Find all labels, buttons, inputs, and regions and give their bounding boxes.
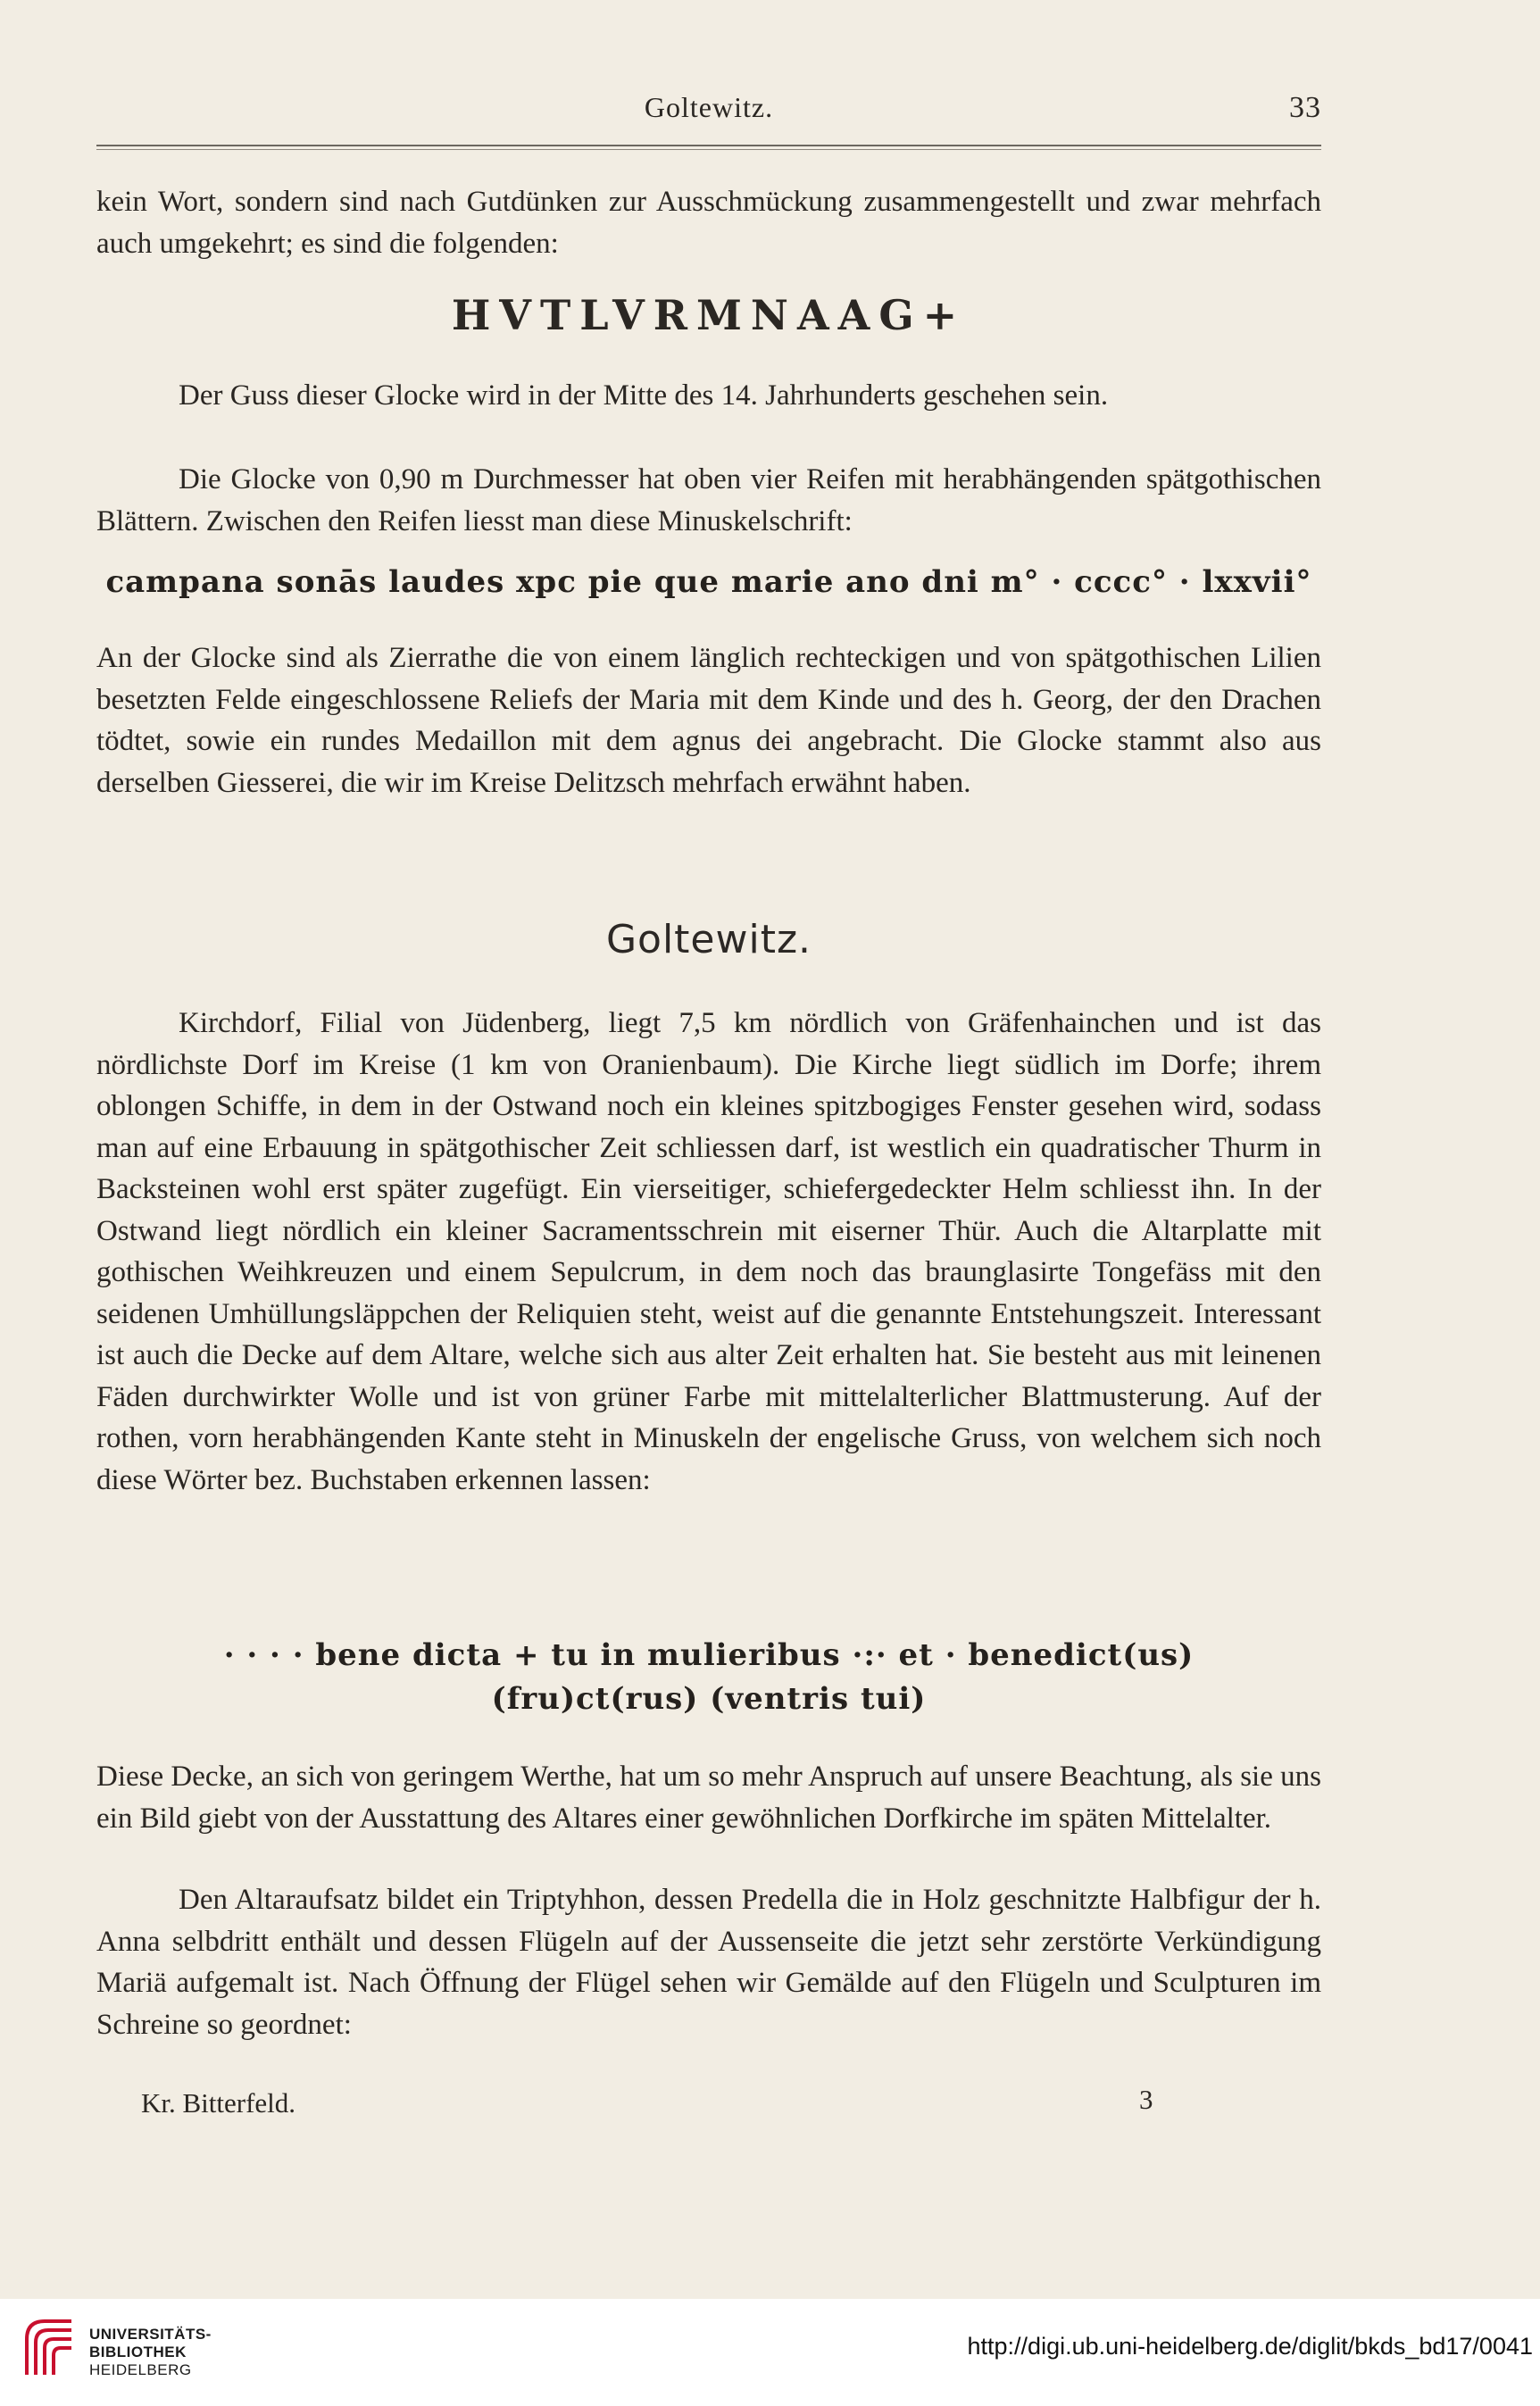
paragraph-top-2 bbox=[96, 375, 1321, 417]
permalink-url[interactable]: http://digi.ub.uni-heidelberg.de/diglit/bkds_bd17/0041 bbox=[967, 2333, 1533, 2360]
paragraph-text: Die Glocke von 0,90 m Durchmesser hat oben vier Reifen mit herabhängenden spätgothischen Blättern. Zwischen den Reifen liesst man diese Minuskelschrift: bbox=[96, 463, 1321, 537]
section-paragraph-2 bbox=[96, 1756, 1321, 1839]
header-rule bbox=[96, 145, 1321, 146]
page-number: 33 bbox=[1289, 91, 1321, 124]
sheet-number: 3 bbox=[1139, 2084, 1153, 2115]
paragraph-text: An der Glocke sind als Zierrathe die von einem länglich rechteckigen und von spätgothischen Lilien besetzten Felde eingeschlossene Reliefs der Maria mit dem Kinde und des h. Georg, der den Drachen tödtet, sowie ein rundes Medaillon mit dem agnus dei angebracht. Die Glocke stammt also aus derselben Giesserei, die wir im Kreise Delitzsch mehrfach erwähnt haben. bbox=[96, 642, 1321, 799]
paragraph-text: Der Guss dieser Glocke wird in der Mitte des 14. Jahrhunderts geschehen sein. bbox=[179, 379, 1109, 412]
library-name bbox=[89, 2326, 212, 2379]
paragraph-text: kein Wort, sondern sind nach Gutdünken zur Ausschmückung zusammengestellt und zwar mehrfach auch umgekehrt; es sind die folgenden: bbox=[96, 186, 1321, 260]
paragraph-top-4 bbox=[96, 637, 1321, 803]
paragraph-top-1 bbox=[96, 181, 1321, 264]
paragraph-text: Diese Decke, an sich von geringem Werthe, hat um so mehr Anspruch auf unsere Beachtung, als sie uns ein Bild giebt von der Ausstattung des Altares einer gewöhnlichen Dorfkirche im späten Mittelalter. bbox=[96, 1761, 1321, 1835]
section-heading: Goltewitz. bbox=[605, 917, 812, 962]
printer-signature: Kr. Bitterfeld. bbox=[141, 2087, 296, 2119]
university-library-logo-icon bbox=[18, 2312, 82, 2382]
bell-minuscule-inscription: campana sonās laudes xpc pie que marie ano dni m° · cccc° · lxxvii° bbox=[105, 564, 1312, 600]
bell-capital-inscription: HVTLVRMNAAG+ bbox=[451, 291, 967, 339]
paragraph-text: Den Altaraufsatz bildet ein Triptyhhon, dessen Predella die in Holz geschnitzte Halbfigur der h. Anna selbdritt enthält und dessen Flügeln auf der Aussenseite die jetzt sehr zerstörte Verkündigung Mariä aufgemalt ist. Nach Öffnung der Flügel sehen wir Gemälde auf den Flügeln und Sculpturen im Schreine so geordnet: bbox=[96, 1884, 1321, 2041]
library-name-line-1: UNIVERSITÄTS- bbox=[89, 2326, 212, 2343]
section-paragraph-3 bbox=[96, 1879, 1321, 2045]
paragraph-text: Kirchdorf, Filial von Jüdenberg, liegt 7,5 km nördlich von Gräfenhainchen und ist das nördlichste Dorf im Kreise (1 km von Oranienbaum). Die Kirche liegt südlich im Dorfe; ihrem oblongen Schiffe, in dem in der Ostwand noch ein kleines spitzbogiges Fenster gesehen wird, sodass man auf eine Erbauung in spätgothischer Zeit schliessen darf, ist westlich ein quadratischer Thurm in Backsteinen wohl erst später zugefügt. Ein vierseitiger, schiefergedeckter Helm schliesst ihn. In der Ostwand liegt nördlich ein kleiner Sacramentsschrein mit eiserner Thür. Auch die Altarplatte mit gothischen Weihkreuzen und einem Sepulcrum, in dem noch das braunglasirte Tongefäss mit den seidenen Umhüllungsläppchen der Reliquien steht, weist auf die genannte Entstehungszeit. Interessant ist auch die Decke auf dem Altare, welche sich aus alter Zeit erhalten hat. Sie besteht aus mit leinenen Fäden durchwirkter Wolle und ist von grüner Farbe mit mittelalterlicher Blattmusterung. Auf der rothen, vorn herabhängenden Kante steht in Minuskeln der engelische Gruss, von welchem sich noch diese Wörter bez. Buchstaben erkennen lassen: bbox=[96, 1007, 1321, 1496]
altar-cloth-inscription-line-1: · · · · bene dicta + tu in mulieribus ·:· et · benedict(us) bbox=[223, 1637, 1195, 1673]
altar-cloth-inscription-line-2: (fru)ct(rus) (ventris tui) bbox=[491, 1681, 927, 1717]
paragraph-top-3 bbox=[96, 459, 1321, 542]
library-name-line-2: BIBLIOTHEK bbox=[89, 2344, 187, 2360]
running-header-title: Goltewitz. bbox=[644, 91, 774, 123]
header-rule-thin bbox=[96, 149, 1321, 150]
section-paragraph-1 bbox=[96, 1003, 1321, 1501]
library-name-line-3: HEIDELBERG bbox=[89, 2361, 192, 2378]
running-header bbox=[96, 91, 1321, 134]
